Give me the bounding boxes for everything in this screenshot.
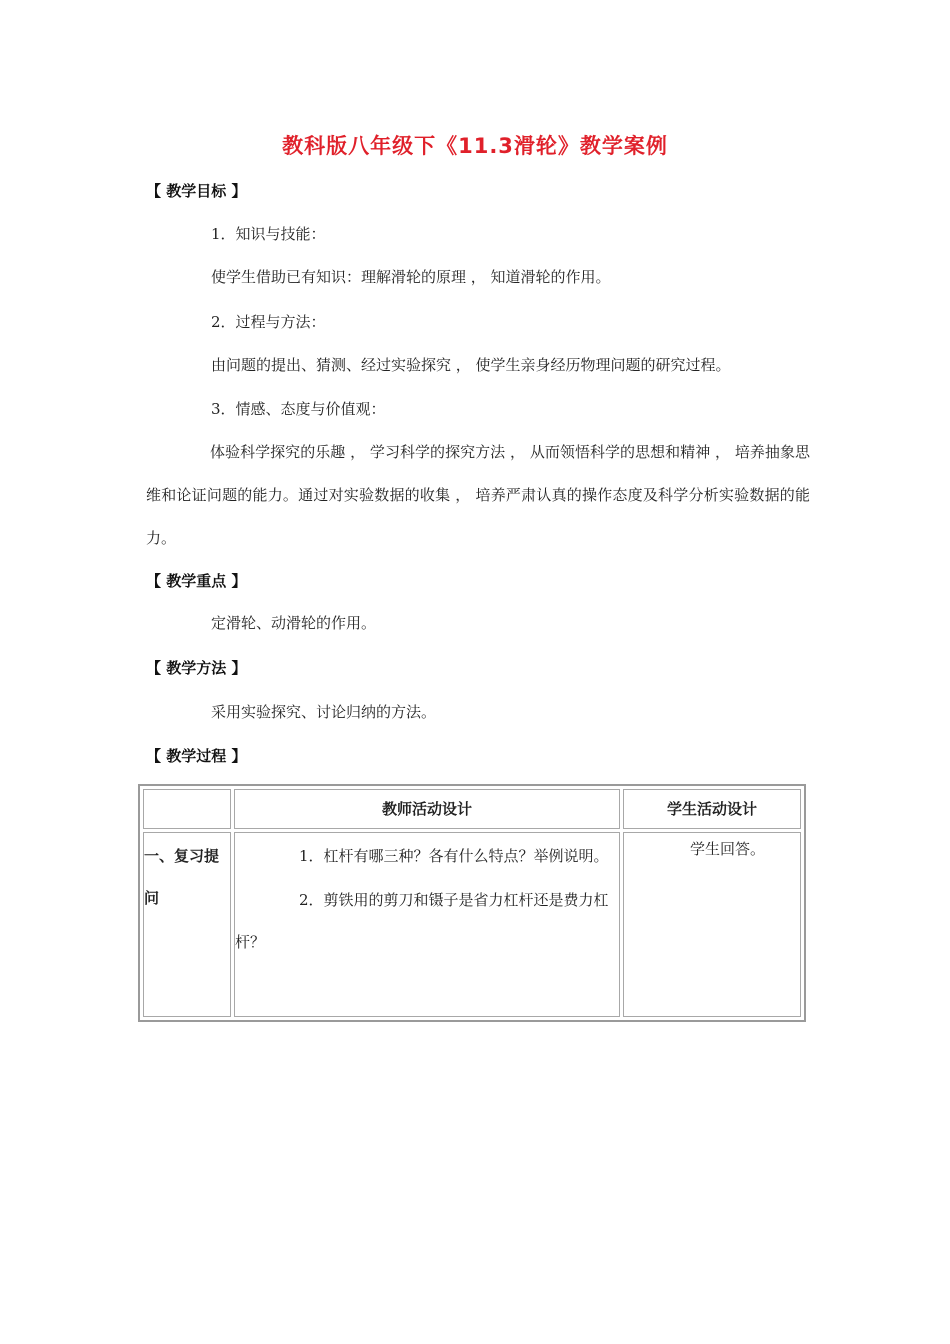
objective-2-text: 由问题的提出、猜测、经过实验探究 ， 使学生亲身经历物理问题的研究过程。 (211, 356, 731, 374)
objectives-heading: 【 教学目标 】 (146, 182, 247, 200)
teacher-question-2: 2．剪铁用的剪刀和镊子是省力杠杆还是费力杠杆？ (235, 891, 609, 951)
methods-text: 采用实验探究、讨论归纳的方法。 (211, 703, 437, 721)
table-row (143, 832, 801, 1017)
objective-1-label: 1．知识与技能： (211, 225, 326, 243)
document-title: 教科版八年级下《11.3滑轮》教学案例 (282, 134, 668, 158)
objective-1-text: 使学生借助已有知识：理解滑轮的原理 ， 知道滑轮的作用。 (211, 268, 611, 286)
teacher-question-1: 1．杠杆有哪三种？各有什么特点？举例说明。 (299, 847, 609, 865)
objective-3-label: 3．情感、态度与价值观： (211, 400, 386, 418)
key-points-heading: 【 教学重点 】 (146, 572, 247, 590)
methods-heading: 【 教学方法 】 (146, 659, 247, 677)
table-header-cell (143, 789, 231, 829)
table-header-cell: 教师活动设计 (234, 789, 620, 829)
teacher-activity-cell (234, 832, 620, 1017)
student-activity-cell: 学生回答。 (623, 832, 801, 1017)
process-heading: 【 教学过程 】 (146, 747, 247, 765)
key-points-text: 定滑轮、动滑轮的作用。 (211, 614, 377, 632)
table-header-row (143, 789, 801, 829)
process-table (138, 784, 806, 1022)
stage-cell: 一、复习提问 (143, 832, 231, 1017)
objective-2-label: 2．过程与方法： (211, 313, 326, 331)
table-header-cell: 学生活动设计 (623, 789, 801, 829)
objective-3-text: 体验科学探究的乐趣 ， 学习科学的探究方法 ， 从而领悟科学的思想和精神 ， 培养抽象思维和论证问题的能力。通过对实验数据的收集 ， 培养严肃认真的操作态度及科学分析实验数据的能力。 (146, 443, 810, 547)
